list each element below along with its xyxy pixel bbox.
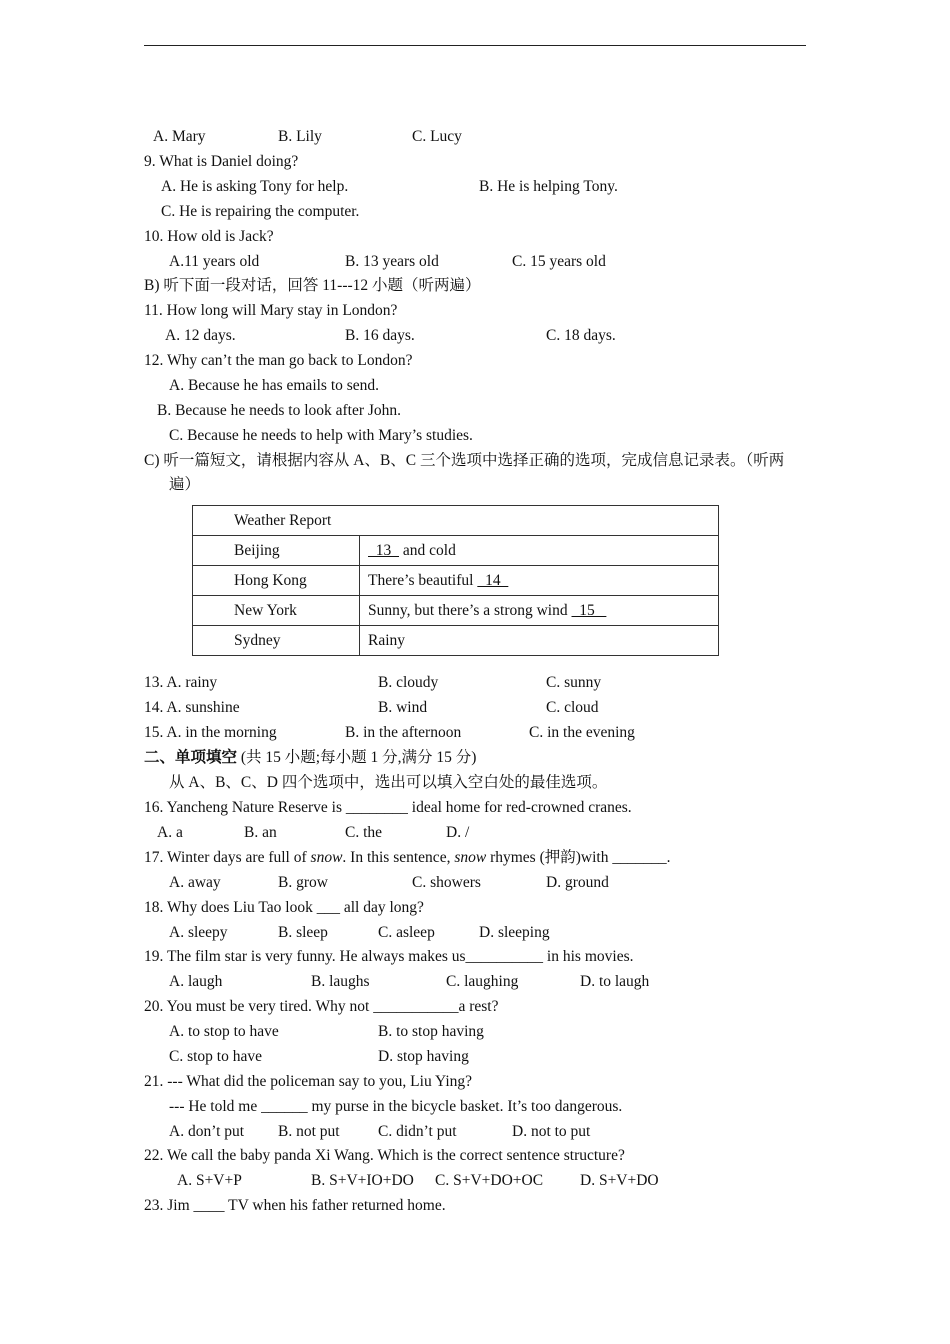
q13-option-c: C. sunny xyxy=(546,674,602,691)
q18-option-b: B. sleep xyxy=(278,924,328,941)
weather-cell: There’s beautiful 14 xyxy=(360,566,719,596)
table-row xyxy=(193,536,719,566)
part2-instruction: 从 A、B、C、D 四个选项中，选出可以填入空白处的最佳选项。 xyxy=(169,774,608,791)
q11-stem: 11. How long will Mary stay in London? xyxy=(144,302,398,319)
q9-option-c: C. He is repairing the computer. xyxy=(161,203,360,220)
q22-stem: 22. We call the baby panda Xi Wang. Which is the correct sentence structure? xyxy=(144,1147,625,1164)
q16-option-c: C. the xyxy=(345,824,383,841)
q22-option-a: A. S+V+P xyxy=(177,1172,242,1189)
q21-line2: --- He told me ______ my purse in the bicycle basket. It’s too dangerous. xyxy=(169,1098,623,1115)
blank-13: 13 xyxy=(368,541,399,559)
part2-heading: 二、单项填空 (共 15 小题;每小题 1 分,满分 15 分) xyxy=(144,749,477,766)
city-cell: Sydney xyxy=(193,626,360,656)
q14-option-b: B. wind xyxy=(378,699,428,716)
table-row xyxy=(193,506,719,536)
q17-option-a: A. away xyxy=(169,874,221,891)
q16-option-b: B. an xyxy=(244,824,277,841)
q22-option-c: C. S+V+DO+OC xyxy=(435,1172,544,1189)
q21-option-d: D. not to put xyxy=(512,1123,591,1140)
q17-option-b: B. grow xyxy=(278,874,328,891)
q15-option-a: 15. A. in the morning xyxy=(144,724,277,741)
q18-option-c: C. asleep xyxy=(378,924,435,941)
q15-option-b: B. in the afternoon xyxy=(345,724,462,741)
q21-option-b: B. not put xyxy=(278,1123,340,1140)
weather-cell: 13 and cold xyxy=(360,536,719,566)
q18-option-a: A. sleepy xyxy=(169,924,228,941)
q21-option-c: C. didn’t put xyxy=(378,1123,457,1140)
table-row xyxy=(193,566,719,596)
q17-option-d: D. ground xyxy=(546,874,609,891)
q17-option-c: C. showers xyxy=(412,874,481,891)
q10-option-a: A.11 years old xyxy=(169,253,260,270)
q22-option-d: D. S+V+DO xyxy=(580,1172,659,1189)
q13-option-b: B. cloudy xyxy=(378,674,439,691)
city-cell: New York xyxy=(193,596,360,626)
q15-option-c: C. in the evening xyxy=(529,724,635,741)
q10-option-b: B. 13 years old xyxy=(345,253,439,270)
q11-option-b: B. 16 days. xyxy=(345,327,415,344)
q9-option-b: B. He is helping Tony. xyxy=(479,178,618,195)
q21-stem: 21. --- What did the policeman say to you, Liu Ying? xyxy=(144,1073,473,1090)
q16-stem: 16. Yancheng Nature Reserve is ________ ideal home for red-crowned cranes. xyxy=(144,799,632,816)
q12-option-a: A. Because he has emails to send. xyxy=(169,377,380,394)
section-c-heading: C) 听一篇短文，请根据内容从 A、B、C 三个选项中选择正确的选项，完成信息记录表。（听两 xyxy=(144,452,785,469)
q20-option-c: C. stop to have xyxy=(169,1048,262,1065)
section-b-heading: B) 听下面一段对话，回答 11---12 小题（听两遍） xyxy=(144,277,481,294)
q10-stem: 10. How old is Jack? xyxy=(144,228,274,245)
q22-option-b: B. S+V+IO+DO xyxy=(311,1172,414,1189)
q8-option-c: C. Lucy xyxy=(412,128,462,145)
q8-option-a: A. Mary xyxy=(153,128,206,145)
weather-report-table xyxy=(192,505,719,656)
q18-option-d: D. sleeping xyxy=(479,924,550,941)
q14-option-a: 14. A. sunshine xyxy=(144,699,240,716)
q10-option-c: C. 15 years old xyxy=(512,253,606,270)
q19-option-b: B. laughs xyxy=(311,973,370,990)
q19-stem: 19. The film star is very funny. He always makes us__________ in his movies. xyxy=(144,948,634,965)
table-row xyxy=(193,626,719,656)
table-row xyxy=(193,596,719,626)
q19-option-c: C. laughing xyxy=(446,973,519,990)
q12-option-b: B. Because he needs to look after John. xyxy=(157,402,402,419)
q21-option-a: A. don’t put xyxy=(169,1123,245,1140)
q11-option-c: C. 18 days. xyxy=(546,327,616,344)
q13-option-a: 13. A. rainy xyxy=(144,674,218,691)
q16-option-a: A. a xyxy=(157,824,183,841)
q18-stem: 18. Why does Liu Tao look ___ all day long? xyxy=(144,899,424,916)
weather-cell: Sunny, but there’s a strong wind 15 xyxy=(360,596,719,626)
q12-stem: 12. Why can’t the man go back to London? xyxy=(144,352,413,369)
q11-option-a: A. 12 days. xyxy=(165,327,236,344)
q9-option-a: A. He is asking Tony for help. xyxy=(161,178,349,195)
q14-option-c: C. cloud xyxy=(546,699,599,716)
blank-15: 15 xyxy=(571,601,607,619)
section-c-heading-cont: 遍） xyxy=(169,476,201,493)
q8-option-b: B. Lily xyxy=(278,128,322,145)
city-cell: Hong Kong xyxy=(193,566,360,596)
q19-option-d: D. to laugh xyxy=(580,973,650,990)
q20-option-d: D. stop having xyxy=(378,1048,469,1065)
q20-stem: 20. You must be very tired. Why not ___________a rest? xyxy=(144,998,499,1015)
table-title: Weather Report xyxy=(193,506,719,536)
weather-cell: Rainy xyxy=(360,626,719,656)
blank-14: 14 xyxy=(477,571,509,589)
q20-option-b: B. to stop having xyxy=(378,1023,484,1040)
header-rule xyxy=(144,45,806,46)
city-cell: Beijing xyxy=(193,536,360,566)
q12-option-c: C. Because he needs to help with Mary’s studies. xyxy=(169,427,473,444)
q17-stem: 17. Winter days are full of snow. In this sentence, snow rhymes (押韵)with _______. xyxy=(144,849,671,866)
q20-option-a: A. to stop to have xyxy=(169,1023,279,1040)
q23-stem: 23. Jim ____ TV when his father returned home. xyxy=(144,1197,446,1214)
q16-option-d: D. / xyxy=(446,824,470,841)
q9-stem: 9. What is Daniel doing? xyxy=(144,153,299,170)
q19-option-a: A. laugh xyxy=(169,973,223,990)
